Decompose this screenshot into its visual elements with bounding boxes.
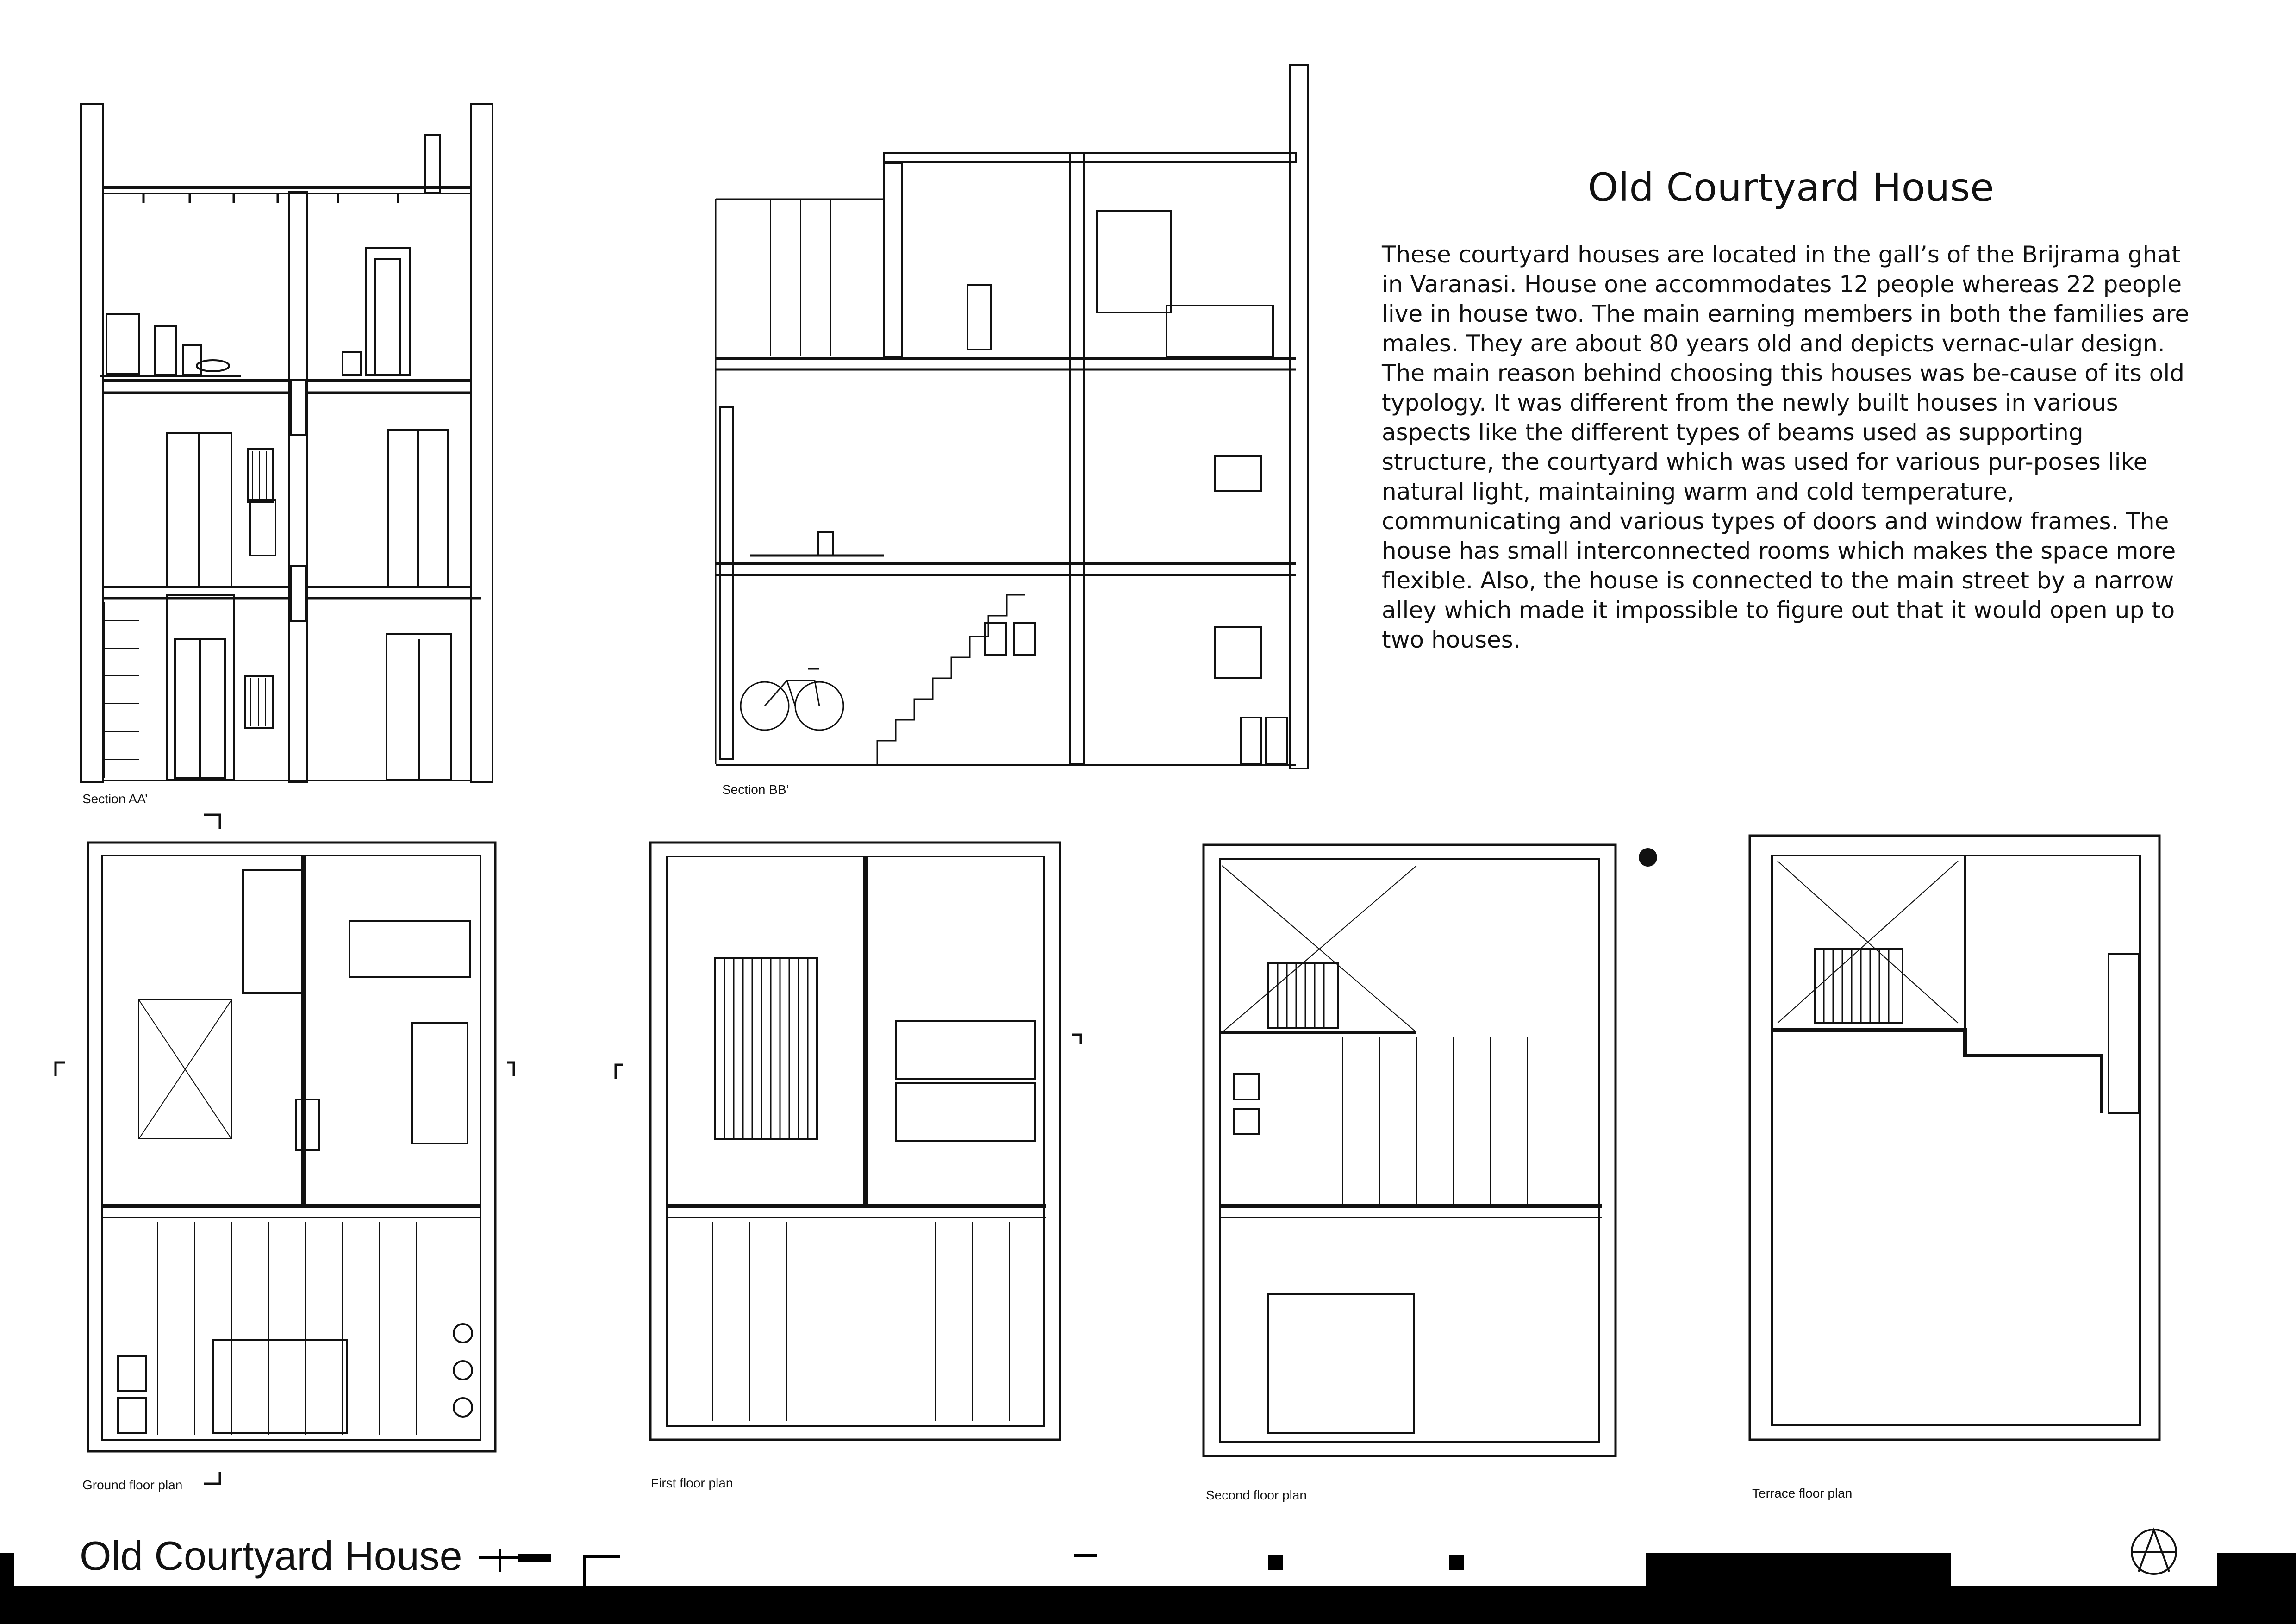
label-first-floor: First floor plan	[651, 1476, 733, 1490]
label-second-floor: Second floor plan	[1206, 1488, 1307, 1502]
ground-floor-plan	[88, 843, 495, 1451]
label-ground-floor: Ground floor plan	[82, 1478, 183, 1492]
footer-title: Old Courtyard House	[80, 1533, 462, 1579]
project-description: These courtyard houses are located in the gall’s of the Brijrama ghat in Varanasi. House one accommodates 12 people whereas 22 people live in house two. The main earning members in both the families are males. They are about 80 years old and depicts vernac-ular design. The main reason behind choosing this houses was be-cause of its old typology. It was different from the newly built houses in various aspects like the different types of beams used as supporting structure, the courtyard which was used for various pur-poses like natural light, maintaining warm and cold temperature, communicating and various types of doors and window frames. The house has small interconnected rooms which makes the space more flexible. Also, the house is connected to the main street by a narrow alley which made it impossible to figure out that it would open up to two houses.	[1382, 241, 2190, 653]
label-section-aa: Section AA’	[82, 792, 148, 806]
section-aa-drawing	[81, 104, 493, 782]
scale-bar-icon	[479, 1549, 551, 1572]
label-section-bb: Section BB’	[722, 782, 789, 797]
section-bb-drawing	[716, 65, 1308, 768]
label-terrace-floor: Terrace floor plan	[1752, 1486, 1853, 1500]
second-floor-plan	[1204, 845, 1657, 1456]
terrace-floor-plan	[1750, 836, 2159, 1440]
bicycle-icon	[741, 669, 843, 730]
north-arrow-icon	[2132, 1530, 2176, 1574]
page-title: Old Courtyard House	[1588, 165, 1994, 210]
section-marker-icon	[56, 815, 1081, 1484]
first-floor-plan	[650, 843, 1060, 1440]
